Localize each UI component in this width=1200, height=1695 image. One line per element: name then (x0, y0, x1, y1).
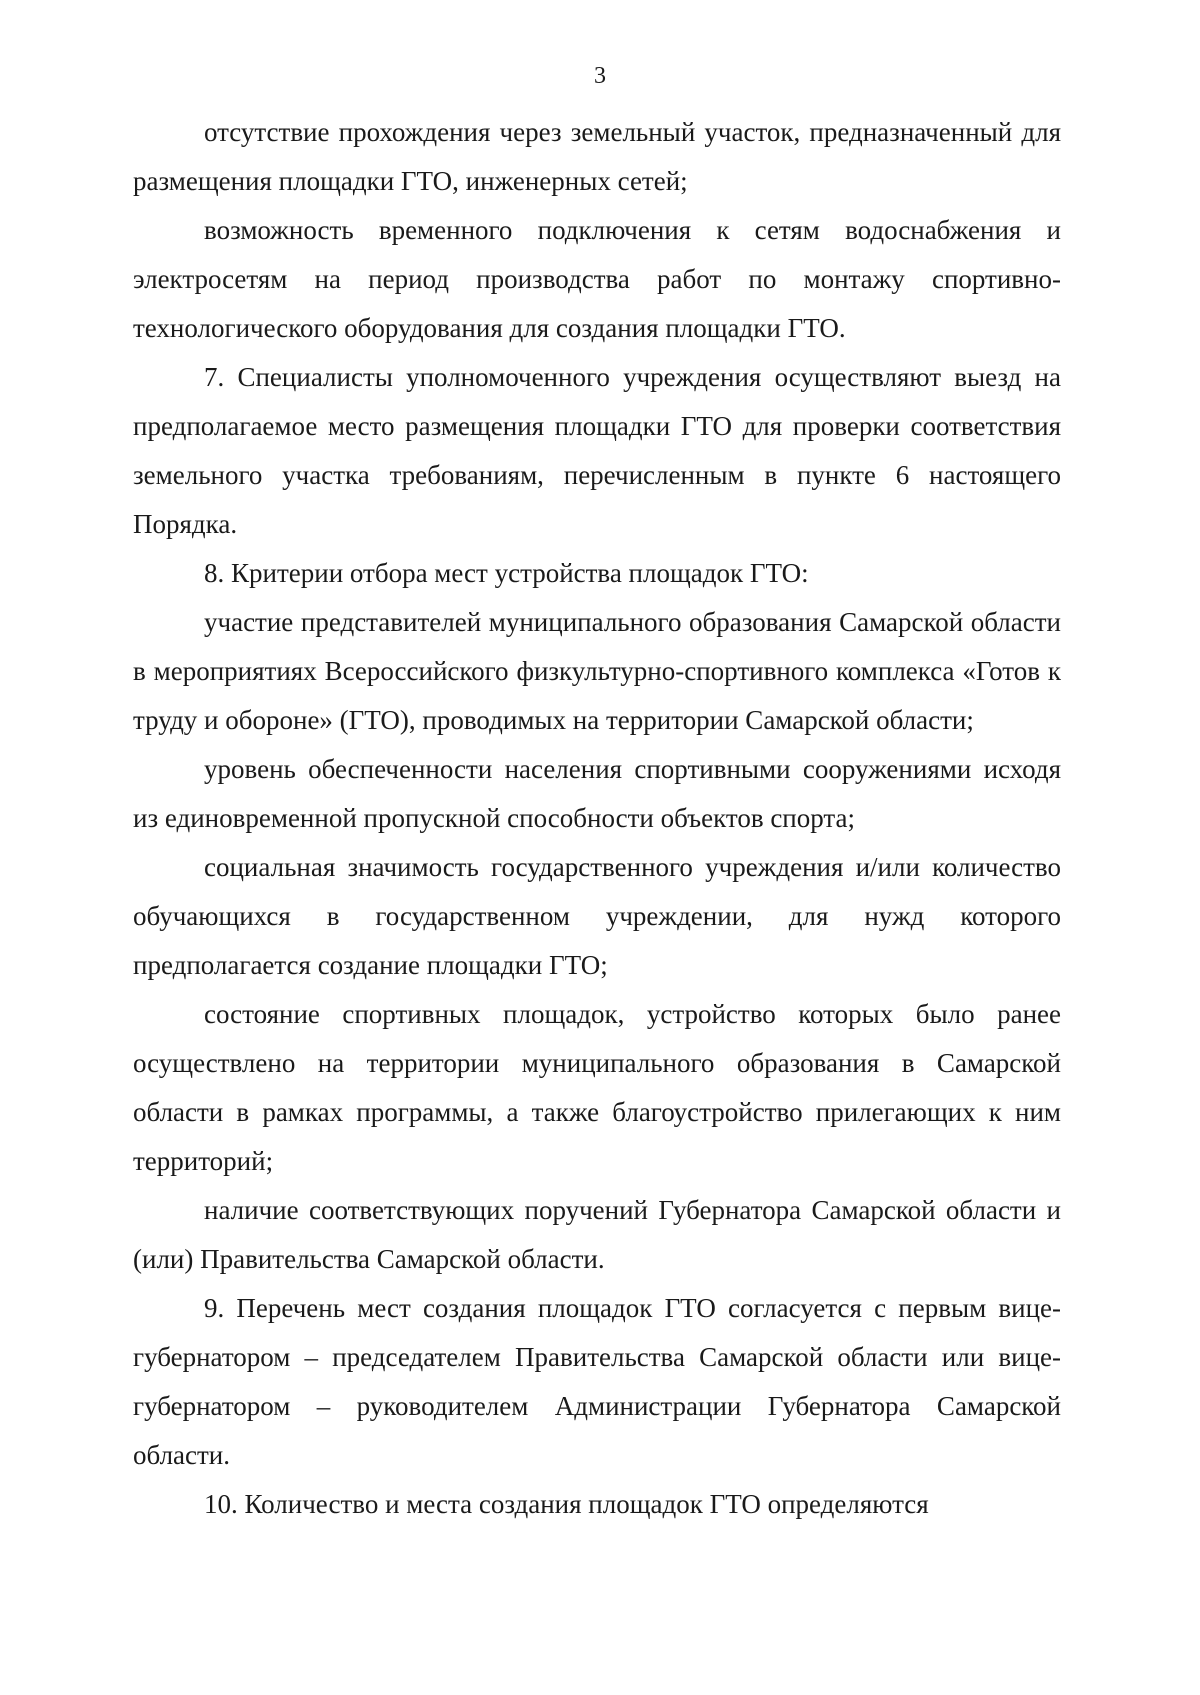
document-body (133, 108, 1061, 1529)
paragraph-gto-participation: участие представителей муниципального образования Самарской области в мероприятиях Всероссийского физкультурно-спортивного комплекса «Готов к труду и обороне» (ГТО), проводимых на территории Самарской области; (133, 607, 1061, 735)
paragraph-no-utility-networks: отсутствие прохождения через земельный участок, предназначенный для размещения площадки ГТО, инженерных сетей; (133, 117, 1061, 196)
paragraph-existing-grounds-condition: состояние спортивных площадок, устройство которых было ранее осуществлено на территории муниципального образования в Самарской области в рамках программы, а также благоустройство прилегающих к ним территорий; (133, 999, 1061, 1176)
paragraph-item-10-quantity: 10. Количество и места создания площадок ГТО определяются (204, 1489, 929, 1519)
paragraph-governor-instructions: наличие соответствующих поручений Губернатора Самарской области и (или) Правительства Самарской области. (133, 1195, 1061, 1274)
paragraph-item-9-approval: 9. Перечень мест создания площадок ГТО согласуется с первым вице-губернатором – председателем Правительства Самарской области или вице-губернатором – руководителем Администрации Губернатора Самарской области. (133, 1293, 1061, 1470)
paragraph-temporary-connection: возможность временного подключения к сетям водоснабжения и электросетям на период производства работ по монтажу спортивно-технологического оборудования для создания площадки ГТО. (133, 215, 1061, 343)
paragraph-sports-facilities-provision: уровень обеспеченности населения спортивными сооружениями исходя из единовременной пропускной способности объектов спорта; (133, 754, 1061, 833)
paragraph-social-significance: социальная значимость государственного учреждения и/или количество обучающихся в государственном учреждении, для нужд которого предполагается создание площадки ГТО; (133, 852, 1061, 980)
paragraph-item-7-site-inspection: 7. Специалисты уполномоченного учреждения осуществляют выезд на предполагаемое место размещения площадки ГТО для проверки соответствия земельного участка требованиям, перечисленным в пункте 6 настоящего Порядка. (133, 362, 1061, 539)
page-number: 3 (594, 63, 606, 89)
paragraph-item-8-selection-criteria: 8. Критерии отбора мест устройства площадок ГТО: (204, 558, 809, 588)
